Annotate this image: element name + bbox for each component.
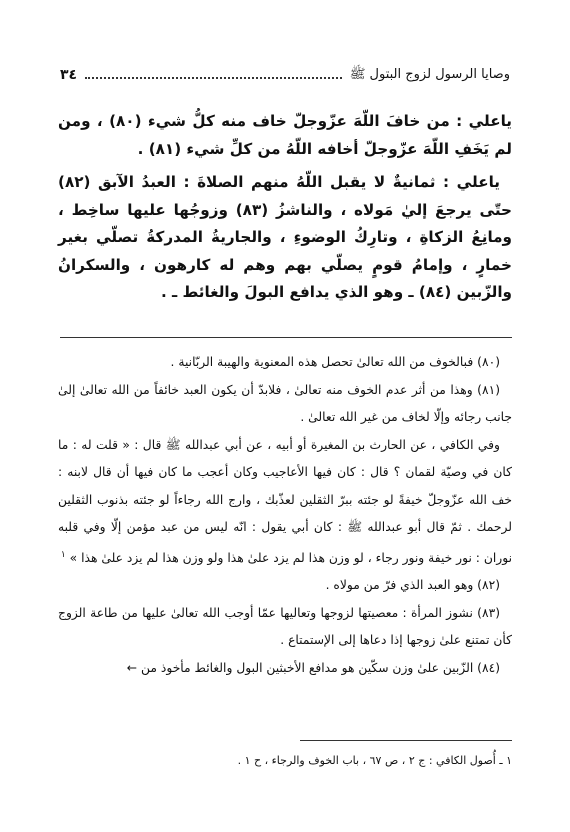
running-title: وصايا الرسول لزوج البتول ﷺ: [349, 66, 510, 82]
footnote-marker: ١: [60, 549, 66, 560]
note-80: (٨٠) فبالخوف من الله تعالىٰ تحصل هذه المعنوية والهيبة الربّانية .: [170, 355, 500, 369]
page-header: [60, 64, 510, 86]
note-84: (٨٤) الزّبين علىٰ وزن سكّين هو مدافع الأخبثين البول والغائط مأخوذ من ←: [126, 660, 500, 675]
note-82: (٨٢) وهو العبد الذي فرّ من مولاه .: [325, 578, 500, 593]
footnote: ١ ـ أُصول الكافي : ج ٢ ، ص ٦٧ ، باب الخوف والرجاء ، ح ١ .: [237, 754, 512, 767]
note-81: (٨١) وهذا من أثر عدم الخوف منه تعالىٰ ، فلابدّ أن يكون العبد خائفاً من الله تعالىٰ إلىٰ جانب رجائه وإلّا لخاف من غير الله تعالىٰ .: [58, 382, 512, 424]
kafi-quote-text: وفي الكافي ، عن الحارث بن المغيرة أو أبيه ، عن أبي عبدالله ﷺ قال : « قلت له : ما كان في وصيّة لقمان ؟ قال : كان فيها الأعاجيب وكان أعجب ما كان فيها أن قال لابنه : خف الله عزّوجلّ خيفةً لو جئته ببرّ الثقلين لعذّبك ، وارج الله رجاءاً لو جئته بذنوب الثقلين لرحمك . ثمّ قال أبو عبدالله ﷺ : كان أبي يقول : انّه ليس من عبد مؤمن إلّا وفي قلبه نوران : نور خيفة ونور رجاء ، لو وزن هذا لم يزد علىٰ هذا ولو وزن هذا لم يزد علىٰ هذا »: [58, 437, 512, 565]
kafi-quote: [58, 432, 512, 573]
commentary-notes: [58, 349, 512, 682]
page-number: ٣٤: [60, 67, 78, 83]
header-dotted-leader: [85, 77, 342, 79]
footnote-separator: [300, 740, 512, 741]
note-83: (٨٣) نشوز المرأة : معصيتها لزوجها وتعاليها عمّا أوجب الله تعالىٰ عليها من طاعة الزوج كأن تمتنع علىٰ زوجها إذا دعاها إلى الإستمتاع .: [58, 605, 512, 648]
main-paragraph: ياعلي : ثمانيةٌ لا يقبل اللّهُ منهم الصلاةَ : العبدُ الآبق (٨٢) حتّى يرجعَ إليٰ مَولاه ، والناشزُ (٨٣) وزوجُها عليها ساخِط ، ومانِعُ الزكاةِ ، وتارِكُ الوضوءِ ، والجاريةُ المدركةُ تصلّي بغير خمارٍ ، وإمامُ قومٍ يصلّي بهم وهم له كارهون ، والسكرانُ والزّبين (٨٤) ـ وهو الذي يدافع البولَ والغائط ـ .: [58, 173, 512, 301]
main-text: [58, 108, 512, 313]
main-paragraph: ياعلي : من خافَ اللّهَ عزّوجلّ خاف منه كلُّ شيء (٨٠) ، ومن لم يَخَفِ اللّهَ عزّوجلّ أخافه اللّهُ من كلِّ شيء (٨١) .: [58, 112, 512, 158]
notes-separator: [60, 337, 512, 338]
